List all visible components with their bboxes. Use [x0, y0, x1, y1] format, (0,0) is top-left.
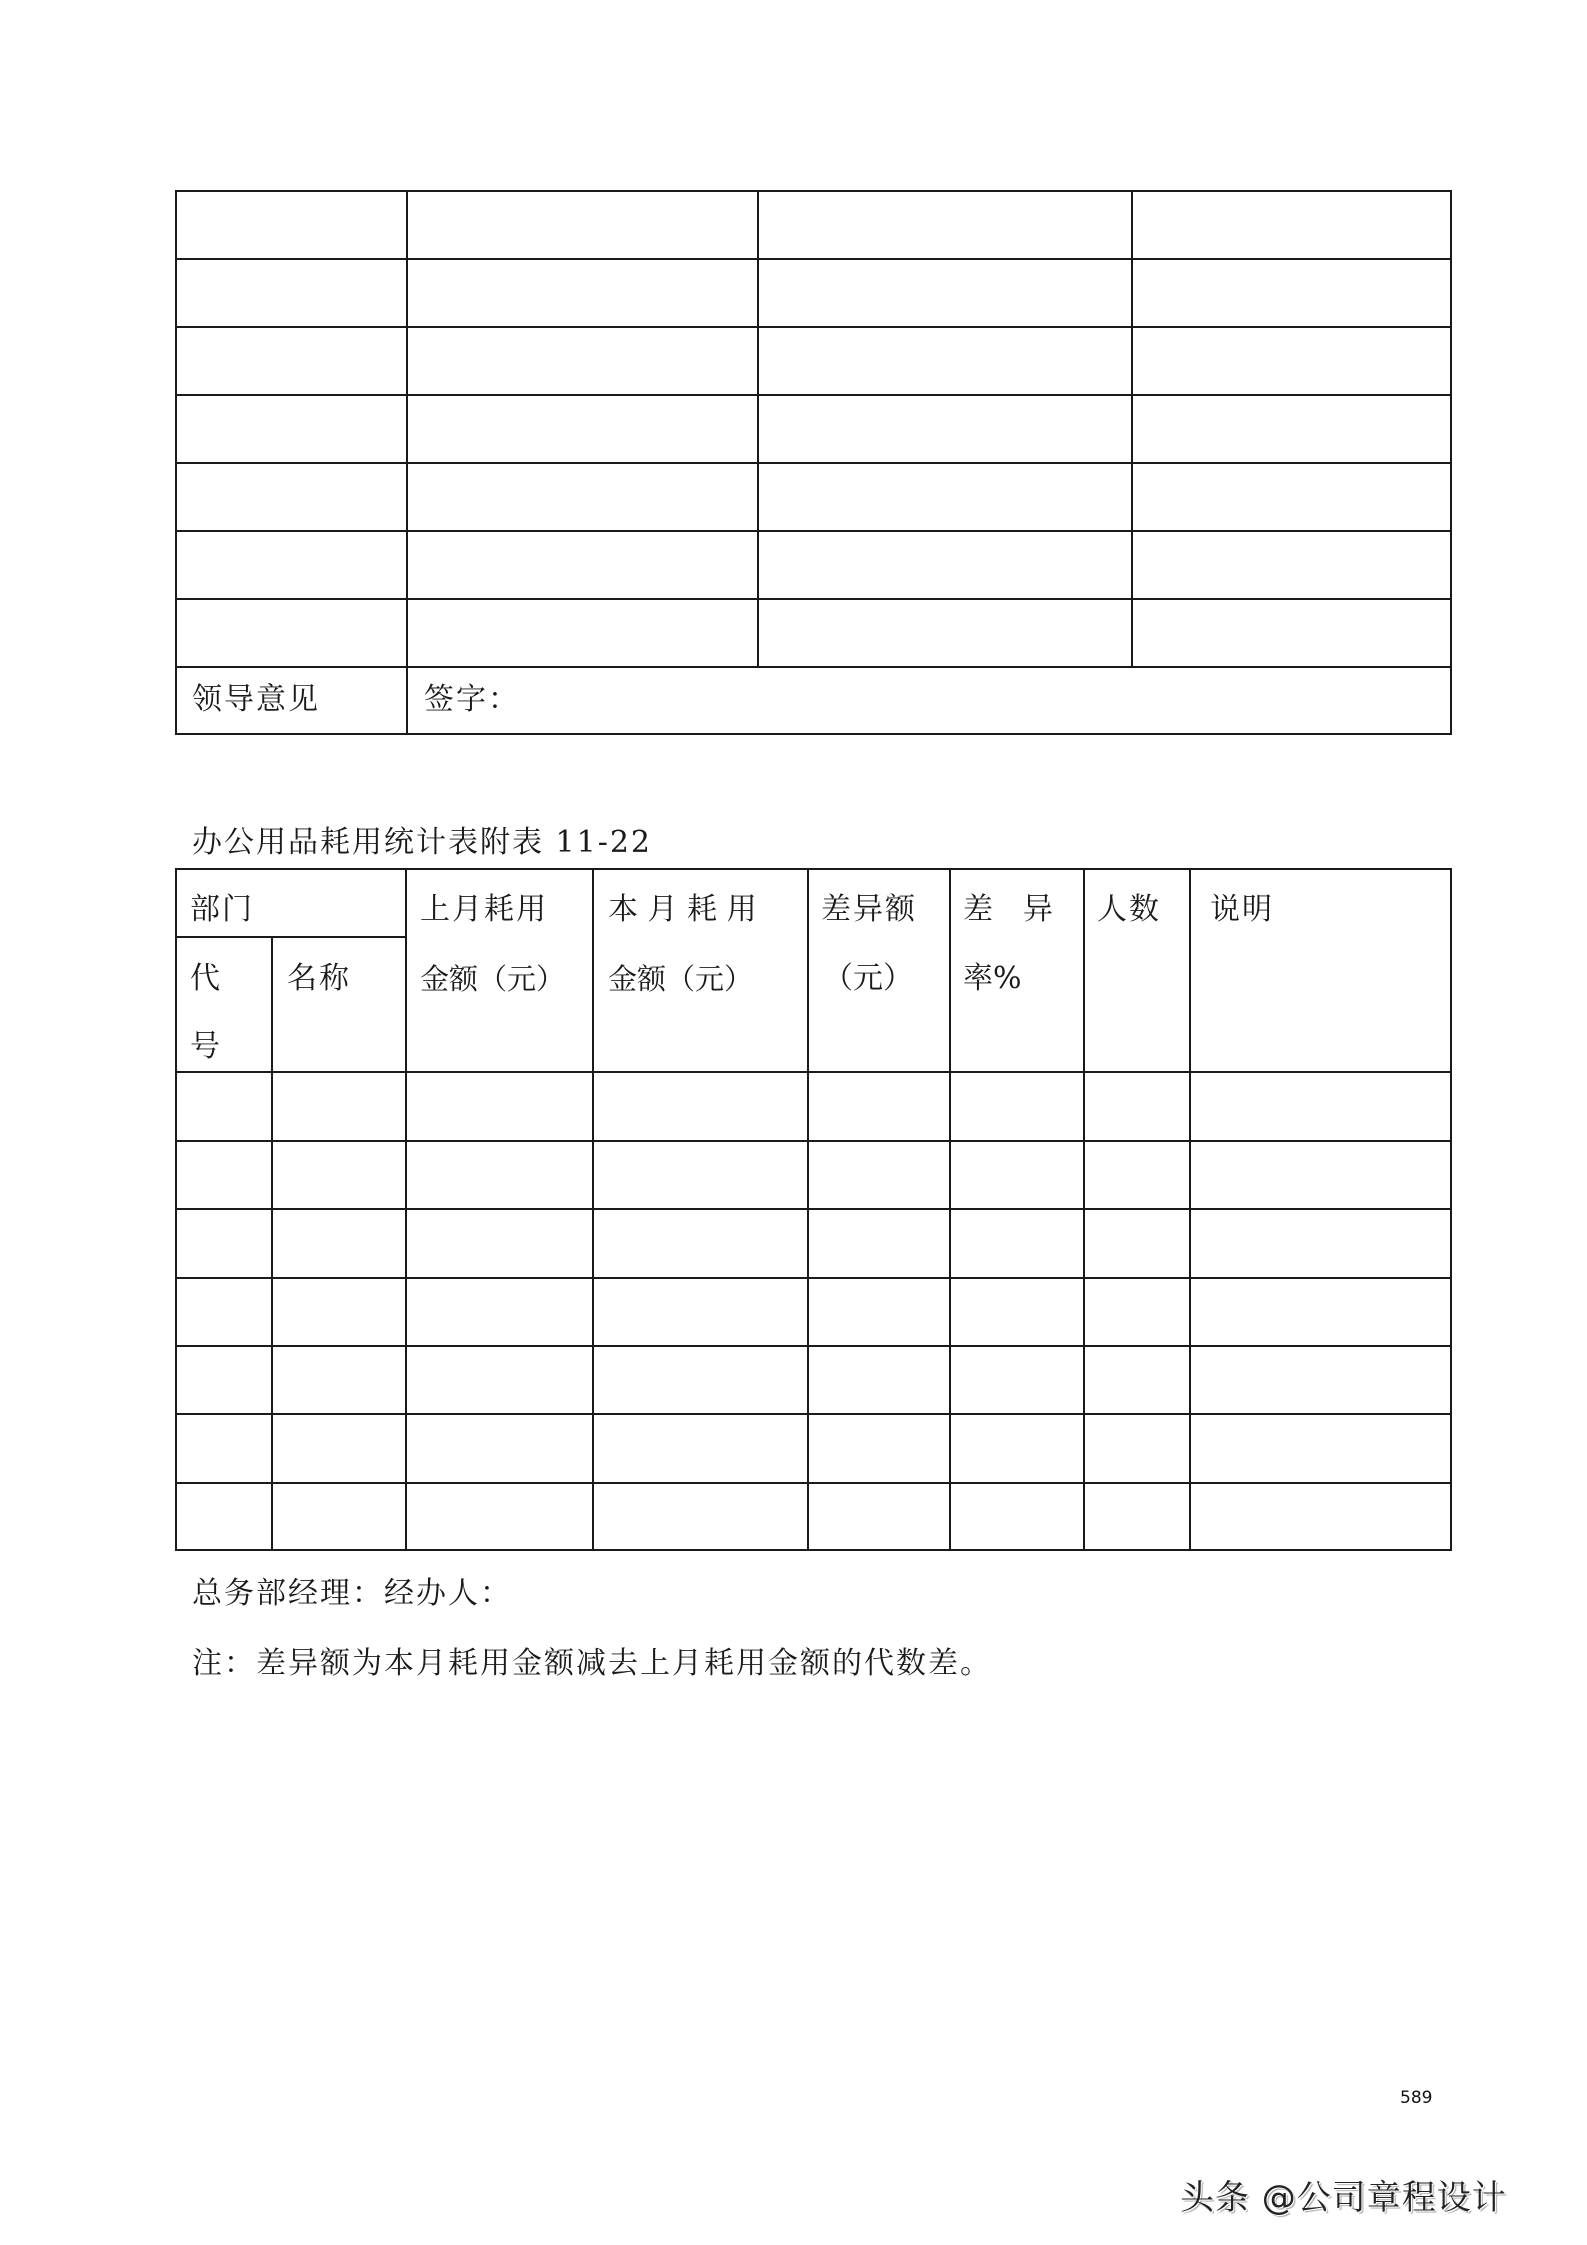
- table1-border-bottom: [175, 733, 1452, 735]
- leader-opinion-label: 领导意见: [192, 682, 320, 717]
- table2-row-line: [175, 1413, 1452, 1415]
- table1-border-right: [1450, 190, 1452, 735]
- table1-row-line: [175, 666, 1452, 668]
- header-diff-rate-line1: 差 异: [963, 892, 1053, 927]
- table1-row-line: [175, 394, 1452, 396]
- header-diff-amount-line2: （元）: [823, 961, 913, 996]
- table2-col-line: [592, 868, 594, 1551]
- table2-dept-subline: [175, 936, 406, 938]
- signature-field[interactable]: 签字：: [424, 682, 520, 717]
- header-diff-rate-line2: 率%: [963, 961, 1022, 996]
- table1-col-line: [757, 190, 759, 667]
- table2-row-line: [175, 1345, 1452, 1347]
- header-department: 部门: [190, 892, 254, 927]
- table2-header-bottom: [175, 1071, 1452, 1073]
- header-dept-name: 名称: [287, 961, 351, 996]
- table2-col-line: [271, 936, 273, 1551]
- header-last-month-line2: 金额（元）: [420, 962, 566, 996]
- table1-row-line: [175, 598, 1452, 600]
- table1-row-line: [175, 462, 1452, 464]
- table2-col-line: [1189, 868, 1191, 1551]
- table1-row-line: [175, 530, 1452, 532]
- table2-row-line: [175, 1208, 1452, 1210]
- footnote: 注：差异额为本月耗用金额减去上月耗用金额的代数差。: [192, 1646, 992, 1681]
- header-headcount: 人数: [1097, 892, 1161, 927]
- table2-row-line: [175, 1140, 1452, 1142]
- table2-row-line: [175, 1277, 1452, 1279]
- table2-row-line: [175, 1482, 1452, 1484]
- table1-row-line: [175, 258, 1452, 260]
- signature-line: 总务部经理：经办人：: [192, 1576, 512, 1611]
- header-remarks: 说明: [1210, 892, 1274, 927]
- page-number: 589: [1400, 2088, 1433, 2108]
- table1-col-line: [406, 190, 408, 735]
- header-dept-code-line2: 号: [190, 1029, 222, 1064]
- table1-row-line: [175, 326, 1452, 328]
- table2-border-left: [175, 868, 177, 1551]
- header-last-month-line1: 上月耗用: [420, 892, 548, 927]
- header-diff-amount-line1: 差异额: [821, 892, 917, 927]
- table2-col-line: [405, 868, 407, 1551]
- table1-col-line: [1131, 190, 1133, 667]
- watermark: 头条 @公司章程设计: [1180, 2178, 1507, 2218]
- table2-border-top: [175, 868, 1452, 870]
- table2-border-right: [1450, 868, 1452, 1551]
- table1-border-left: [175, 190, 177, 735]
- header-this-month-line2: 金额（元）: [608, 962, 754, 996]
- table1-border-top: [175, 190, 1452, 192]
- header-this-month-line1: 本 月 耗 用: [608, 892, 757, 927]
- table-title: 办公用品耗用统计表附表 11-22: [192, 825, 653, 860]
- table2-border-bottom: [175, 1549, 1452, 1551]
- table2-col-line: [949, 868, 951, 1551]
- table2-col-line: [807, 868, 809, 1551]
- header-dept-code-line1: 代: [190, 961, 222, 996]
- table2-col-line: [1083, 868, 1085, 1551]
